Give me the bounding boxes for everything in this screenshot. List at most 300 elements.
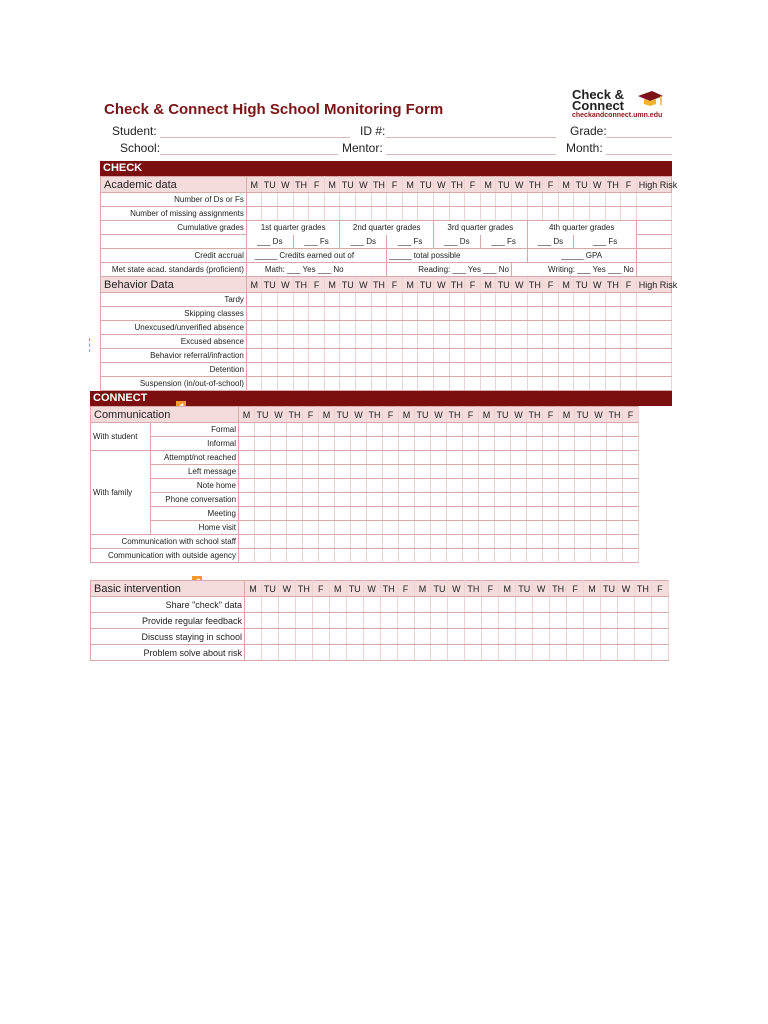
day-cell[interactable] [623, 479, 639, 493]
day-cell[interactable] [465, 363, 481, 377]
day-cell[interactable] [574, 363, 590, 377]
day-cell[interactable] [367, 507, 383, 521]
day-cell[interactable] [371, 207, 387, 221]
day-cell[interactable] [399, 465, 415, 479]
day-cell[interactable] [431, 521, 447, 535]
day-cell[interactable] [434, 293, 450, 307]
day-cell[interactable] [303, 535, 319, 549]
day-cell[interactable] [309, 335, 325, 349]
day-cell[interactable] [574, 377, 590, 391]
day-cell[interactable] [262, 293, 278, 307]
day-cell[interactable] [356, 293, 372, 307]
day-cell[interactable] [271, 493, 287, 507]
day-cell[interactable] [589, 321, 605, 335]
day-cell[interactable] [246, 321, 262, 335]
day-cell[interactable] [293, 349, 309, 363]
day-cell[interactable] [329, 597, 346, 613]
day-cell[interactable] [559, 493, 575, 507]
day-cell[interactable] [431, 507, 447, 521]
day-cell[interactable] [434, 349, 450, 363]
day-cell[interactable] [465, 321, 481, 335]
day-cell[interactable] [589, 335, 605, 349]
day-cell[interactable] [607, 479, 623, 493]
day-cell[interactable] [482, 629, 499, 645]
day-cell[interactable] [511, 307, 527, 321]
day-cell[interactable] [463, 507, 479, 521]
day-cell[interactable] [527, 437, 543, 451]
day-cell[interactable] [356, 363, 372, 377]
day-cell[interactable] [617, 645, 634, 661]
day-cell[interactable] [575, 465, 591, 479]
day-cell[interactable] [589, 377, 605, 391]
day-cell[interactable] [567, 613, 584, 629]
day-cell[interactable] [574, 335, 590, 349]
day-cell[interactable] [479, 549, 495, 563]
day-cell[interactable] [434, 193, 450, 207]
day-cell[interactable] [527, 507, 543, 521]
day-cell[interactable] [543, 521, 559, 535]
day-cell[interactable] [278, 307, 294, 321]
day-cell[interactable] [431, 479, 447, 493]
day-cell[interactable] [621, 335, 637, 349]
day-cell[interactable] [340, 335, 356, 349]
day-cell[interactable] [589, 363, 605, 377]
mentor-input-line[interactable] [386, 154, 556, 155]
day-cell[interactable] [319, 521, 335, 535]
day-cell[interactable] [499, 645, 516, 661]
day-cell[interactable] [383, 521, 399, 535]
day-cell[interactable] [303, 451, 319, 465]
day-cell[interactable] [533, 645, 550, 661]
day-cell[interactable] [303, 549, 319, 563]
day-cell[interactable] [399, 423, 415, 437]
day-cell[interactable] [431, 597, 448, 613]
day-cell[interactable] [335, 521, 351, 535]
day-cell[interactable] [447, 465, 463, 479]
day-cell[interactable] [559, 479, 575, 493]
day-cell[interactable] [621, 349, 637, 363]
day-cell[interactable] [651, 597, 668, 613]
day-cell[interactable] [383, 549, 399, 563]
day-cell[interactable] [623, 451, 639, 465]
day-cell[interactable] [246, 335, 262, 349]
day-cell[interactable] [591, 549, 607, 563]
day-cell[interactable] [496, 193, 512, 207]
day-cell[interactable] [495, 521, 511, 535]
day-cell[interactable] [262, 349, 278, 363]
day-cell[interactable] [351, 437, 367, 451]
day-cell[interactable] [495, 465, 511, 479]
day-cell[interactable] [499, 629, 516, 645]
day-cell[interactable] [584, 613, 601, 629]
day-cell[interactable] [543, 507, 559, 521]
day-cell[interactable] [575, 535, 591, 549]
day-cell[interactable] [295, 645, 312, 661]
day-cell[interactable] [329, 629, 346, 645]
day-cell[interactable] [402, 349, 418, 363]
day-cell[interactable] [543, 535, 559, 549]
day-cell[interactable] [634, 597, 651, 613]
day-cell[interactable] [527, 535, 543, 549]
day-cell[interactable] [309, 321, 325, 335]
day-cell[interactable] [533, 629, 550, 645]
day-cell[interactable] [418, 377, 434, 391]
day-cell[interactable] [367, 535, 383, 549]
day-cell[interactable] [617, 613, 634, 629]
day-cell[interactable] [434, 363, 450, 377]
day-cell[interactable] [543, 549, 559, 563]
day-cell[interactable] [371, 335, 387, 349]
day-cell[interactable] [480, 349, 496, 363]
day-cell[interactable] [527, 335, 543, 349]
day-cell[interactable] [480, 377, 496, 391]
day-cell[interactable] [387, 307, 403, 321]
day-cell[interactable] [340, 363, 356, 377]
day-cell[interactable] [495, 451, 511, 465]
day-cell[interactable] [399, 493, 415, 507]
day-cell[interactable] [387, 207, 403, 221]
day-cell[interactable] [607, 507, 623, 521]
day-cell[interactable] [605, 335, 621, 349]
day-cell[interactable] [463, 451, 479, 465]
day-cell[interactable] [287, 437, 303, 451]
high-risk-cell[interactable] [636, 335, 671, 349]
day-cell[interactable] [434, 377, 450, 391]
high-risk-cell[interactable] [636, 221, 671, 235]
day-cell[interactable] [387, 293, 403, 307]
day-cell[interactable] [351, 521, 367, 535]
day-cell[interactable] [415, 493, 431, 507]
day-cell[interactable] [356, 377, 372, 391]
day-cell[interactable] [621, 293, 637, 307]
day-cell[interactable] [617, 597, 634, 613]
day-cell[interactable] [371, 293, 387, 307]
day-cell[interactable] [351, 535, 367, 549]
day-cell[interactable] [415, 437, 431, 451]
day-cell[interactable] [319, 465, 335, 479]
day-cell[interactable] [495, 535, 511, 549]
day-cell[interactable] [287, 549, 303, 563]
day-cell[interactable] [312, 613, 329, 629]
day-cell[interactable] [367, 521, 383, 535]
day-cell[interactable] [278, 613, 295, 629]
day-cell[interactable] [246, 207, 262, 221]
high-risk-cell[interactable] [636, 363, 671, 377]
day-cell[interactable] [271, 437, 287, 451]
day-cell[interactable] [480, 293, 496, 307]
day-cell[interactable] [621, 193, 637, 207]
day-cell[interactable] [431, 437, 447, 451]
day-cell[interactable] [278, 207, 294, 221]
day-cell[interactable] [262, 377, 278, 391]
day-cell[interactable] [463, 549, 479, 563]
student-input-line[interactable] [160, 137, 350, 138]
day-cell[interactable] [367, 549, 383, 563]
day-cell[interactable] [351, 451, 367, 465]
day-cell[interactable] [324, 307, 340, 321]
day-cell[interactable] [623, 535, 639, 549]
day-cell[interactable] [465, 349, 481, 363]
day-cell[interactable] [449, 335, 465, 349]
day-cell[interactable] [418, 335, 434, 349]
day-cell[interactable] [239, 535, 255, 549]
day-cell[interactable] [495, 479, 511, 493]
day-cell[interactable] [402, 207, 418, 221]
day-cell[interactable] [303, 521, 319, 535]
day-cell[interactable] [511, 549, 527, 563]
day-cell[interactable] [324, 363, 340, 377]
day-cell[interactable] [575, 437, 591, 451]
day-cell[interactable] [480, 321, 496, 335]
day-cell[interactable] [511, 493, 527, 507]
day-cell[interactable] [511, 451, 527, 465]
day-cell[interactable] [527, 377, 543, 391]
day-cell[interactable] [319, 549, 335, 563]
day-cell[interactable] [356, 207, 372, 221]
day-cell[interactable] [367, 451, 383, 465]
day-cell[interactable] [465, 207, 481, 221]
grade-count-field[interactable]: ___ Fs [480, 235, 527, 249]
day-cell[interactable] [287, 423, 303, 437]
day-cell[interactable] [340, 293, 356, 307]
day-cell[interactable] [303, 479, 319, 493]
day-cell[interactable] [271, 451, 287, 465]
day-cell[interactable] [335, 507, 351, 521]
day-cell[interactable] [495, 493, 511, 507]
day-cell[interactable] [447, 437, 463, 451]
day-cell[interactable] [431, 465, 447, 479]
day-cell[interactable] [356, 193, 372, 207]
day-cell[interactable] [567, 629, 584, 645]
day-cell[interactable] [367, 493, 383, 507]
day-cell[interactable] [356, 349, 372, 363]
day-cell[interactable] [575, 521, 591, 535]
day-cell[interactable] [402, 321, 418, 335]
day-cell[interactable] [584, 597, 601, 613]
day-cell[interactable] [584, 629, 601, 645]
day-cell[interactable] [621, 377, 637, 391]
day-cell[interactable] [415, 451, 431, 465]
day-cell[interactable] [495, 423, 511, 437]
day-cell[interactable] [605, 349, 621, 363]
day-cell[interactable] [591, 493, 607, 507]
day-cell[interactable] [479, 437, 495, 451]
day-cell[interactable] [239, 423, 255, 437]
day-cell[interactable] [239, 465, 255, 479]
day-cell[interactable] [447, 521, 463, 535]
day-cell[interactable] [559, 437, 575, 451]
day-cell[interactable] [371, 321, 387, 335]
day-cell[interactable] [431, 629, 448, 645]
day-cell[interactable] [589, 349, 605, 363]
day-cell[interactable] [255, 521, 271, 535]
day-cell[interactable] [239, 521, 255, 535]
high-risk-cell[interactable] [636, 207, 671, 221]
day-cell[interactable] [287, 521, 303, 535]
day-cell[interactable] [245, 645, 262, 661]
day-cell[interactable] [465, 613, 482, 629]
day-cell[interactable] [293, 193, 309, 207]
day-cell[interactable] [527, 521, 543, 535]
day-cell[interactable] [575, 479, 591, 493]
day-cell[interactable] [293, 207, 309, 221]
day-cell[interactable] [246, 193, 262, 207]
school-input-line[interactable] [160, 154, 338, 155]
day-cell[interactable] [591, 479, 607, 493]
day-cell[interactable] [621, 321, 637, 335]
day-cell[interactable] [465, 193, 481, 207]
day-cell[interactable] [465, 645, 482, 661]
day-cell[interactable] [496, 207, 512, 221]
day-cell[interactable] [309, 193, 325, 207]
day-cell[interactable] [303, 437, 319, 451]
day-cell[interactable] [295, 613, 312, 629]
day-cell[interactable] [465, 293, 481, 307]
day-cell[interactable] [431, 493, 447, 507]
day-cell[interactable] [621, 207, 637, 221]
day-cell[interactable] [418, 321, 434, 335]
day-cell[interactable] [591, 507, 607, 521]
day-cell[interactable] [383, 479, 399, 493]
day-cell[interactable] [303, 423, 319, 437]
day-cell[interactable] [340, 321, 356, 335]
day-cell[interactable] [543, 377, 559, 391]
day-cell[interactable] [287, 507, 303, 521]
day-cell[interactable] [346, 629, 363, 645]
day-cell[interactable] [293, 363, 309, 377]
day-cell[interactable] [312, 629, 329, 645]
day-cell[interactable] [447, 493, 463, 507]
day-cell[interactable] [418, 349, 434, 363]
day-cell[interactable] [607, 521, 623, 535]
day-cell[interactable] [434, 307, 450, 321]
day-cell[interactable] [527, 349, 543, 363]
day-cell[interactable] [447, 479, 463, 493]
day-cell[interactable] [255, 437, 271, 451]
day-cell[interactable] [605, 207, 621, 221]
day-cell[interactable] [356, 307, 372, 321]
day-cell[interactable] [383, 507, 399, 521]
day-cell[interactable] [309, 293, 325, 307]
day-cell[interactable] [340, 349, 356, 363]
day-cell[interactable] [605, 307, 621, 321]
day-cell[interactable] [463, 465, 479, 479]
day-cell[interactable] [589, 207, 605, 221]
day-cell[interactable] [387, 377, 403, 391]
day-cell[interactable] [397, 629, 414, 645]
high-risk-cell[interactable] [636, 377, 671, 391]
day-cell[interactable] [574, 293, 590, 307]
day-cell[interactable] [511, 293, 527, 307]
day-cell[interactable] [559, 507, 575, 521]
day-cell[interactable] [367, 423, 383, 437]
day-cell[interactable] [495, 507, 511, 521]
day-cell[interactable] [527, 321, 543, 335]
day-cell[interactable] [340, 207, 356, 221]
day-cell[interactable] [414, 613, 431, 629]
day-cell[interactable] [293, 321, 309, 335]
day-cell[interactable] [402, 307, 418, 321]
day-cell[interactable] [319, 535, 335, 549]
day-cell[interactable] [287, 451, 303, 465]
day-cell[interactable] [351, 479, 367, 493]
day-cell[interactable] [383, 465, 399, 479]
day-cell[interactable] [607, 465, 623, 479]
day-cell[interactable] [543, 451, 559, 465]
day-cell[interactable] [319, 493, 335, 507]
day-cell[interactable] [605, 377, 621, 391]
day-cell[interactable] [431, 645, 448, 661]
day-cell[interactable] [255, 423, 271, 437]
day-cell[interactable] [418, 293, 434, 307]
day-cell[interactable] [287, 479, 303, 493]
day-cell[interactable] [367, 465, 383, 479]
day-cell[interactable] [495, 437, 511, 451]
day-cell[interactable] [575, 549, 591, 563]
grade-count-field[interactable]: ___ Fs [574, 235, 636, 249]
day-cell[interactable] [271, 549, 287, 563]
grade-count-field[interactable]: ___ Ds [434, 235, 481, 249]
day-cell[interactable] [431, 535, 447, 549]
day-cell[interactable] [371, 193, 387, 207]
day-cell[interactable] [533, 613, 550, 629]
day-cell[interactable] [402, 363, 418, 377]
day-cell[interactable] [516, 629, 533, 645]
day-cell[interactable] [543, 465, 559, 479]
day-cell[interactable] [527, 293, 543, 307]
day-cell[interactable] [255, 465, 271, 479]
day-cell[interactable] [363, 597, 380, 613]
day-cell[interactable] [261, 613, 278, 629]
day-cell[interactable] [634, 613, 651, 629]
day-cell[interactable] [465, 597, 482, 613]
day-cell[interactable] [605, 293, 621, 307]
day-cell[interactable] [418, 363, 434, 377]
day-cell[interactable] [371, 363, 387, 377]
day-cell[interactable] [246, 363, 262, 377]
day-cell[interactable] [448, 645, 465, 661]
day-cell[interactable] [303, 507, 319, 521]
day-cell[interactable] [255, 535, 271, 549]
day-cell[interactable] [261, 597, 278, 613]
day-cell[interactable] [329, 613, 346, 629]
day-cell[interactable] [402, 335, 418, 349]
day-cell[interactable] [567, 597, 584, 613]
day-cell[interactable] [591, 423, 607, 437]
day-cell[interactable] [449, 321, 465, 335]
day-cell[interactable] [447, 507, 463, 521]
day-cell[interactable] [309, 349, 325, 363]
day-cell[interactable] [261, 645, 278, 661]
day-cell[interactable] [550, 629, 567, 645]
day-cell[interactable] [246, 307, 262, 321]
day-cell[interactable] [246, 377, 262, 391]
day-cell[interactable] [239, 479, 255, 493]
day-cell[interactable] [448, 597, 465, 613]
day-cell[interactable] [335, 535, 351, 549]
day-cell[interactable] [324, 207, 340, 221]
day-cell[interactable] [245, 597, 262, 613]
day-cell[interactable] [309, 307, 325, 321]
day-cell[interactable] [550, 645, 567, 661]
day-cell[interactable] [447, 535, 463, 549]
day-cell[interactable] [380, 645, 397, 661]
day-cell[interactable] [479, 507, 495, 521]
day-cell[interactable] [623, 549, 639, 563]
day-cell[interactable] [482, 645, 499, 661]
day-cell[interactable] [351, 465, 367, 479]
day-cell[interactable] [447, 549, 463, 563]
